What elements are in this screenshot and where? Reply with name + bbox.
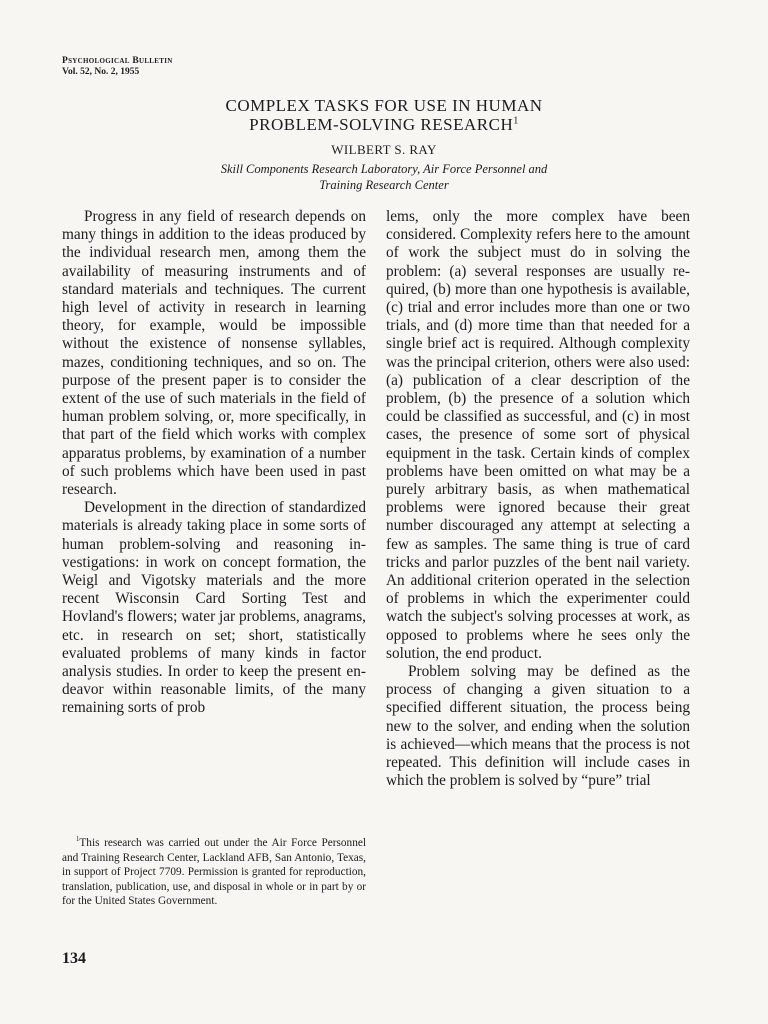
title-line-2 — [0, 115, 768, 134]
footnote — [62, 836, 366, 909]
volume-info: Vol. 52, No. 2, 1955 — [62, 67, 140, 77]
footnote-mark: 1 — [76, 836, 80, 844]
paragraph-development: Development in the direction of standardized materials is already taking place in some sorts of human problem-solving and reasoning investigations: in work on concept formation, the Weigl and Vigotsky materials and the more recent Wisconsin Card Sorting Test and Hovland's flowers; water jar problems, anagrams, etc. in research on set; short, statistically evaluated problems of many kinds in factor analysis studies. In order to keep the present endeavor within reasonable limits, of the many remaining sorts of prob — [62, 499, 366, 717]
journal-name: Psychological Bulletin — [62, 56, 173, 66]
footnote-text: This research was carried out under the Air Force Personnel and Training Research Center, Lackland AFB, San Antonio, Texas, in support of Project 7709. Permission is granted for reproduction, translation, publication, use, and disposal in whole or in part by or for the United States Government. — [62, 837, 366, 907]
title-footnote-mark: 1 — [513, 115, 519, 127]
page-number: 134 — [62, 950, 86, 967]
title-line-1: COMPLEX TASKS FOR USE IN HUMAN — [225, 96, 543, 115]
footnote-paragraph — [62, 836, 366, 909]
right-column — [386, 208, 690, 791]
paragraph-definition: Problem solving may be defined as the process of changing a given situation to a specified different situation, the process being new to the solver, and ending when the solution is achieved—which means that the process is not repeated. This definition will include cases in which the problem is solved by “pure” trial — [386, 663, 690, 790]
journal-header — [62, 56, 173, 78]
left-column — [62, 208, 366, 718]
author-affiliation — [0, 161, 768, 193]
affiliation-line-1: Skill Components Research Laboratory, Air Force Personnel and — [220, 162, 548, 176]
affiliation-line-2: Training Research Center — [319, 178, 449, 192]
author-name: WILBERT S. RAY — [331, 142, 437, 157]
article-title — [0, 96, 768, 134]
paragraph-progress: Progress in any field of research depends on many things in addition to the ideas produced by the individual research men, among them the availability of measuring instruments and of standard materials and techniques. The current high level of activity in research in learning theory, for example, would be impossible without the existence of nonsense syllables, mazes, conditioning techniques, and so on. The purpose of the present paper is to consider the extent of the use of such materials in the field of human problem solving, or, more specifically, in that part of the field which works with complex apparatus problems, by examination of a number of such problems which have been used in past research. — [62, 208, 366, 499]
title-line-2-text: PROBLEM-SOLVING RESEARCH — [249, 115, 514, 134]
paragraph-complexity: lems, only the more complex have been considered. Complexity refers here to the amount of work the subject must do in solving the problem: (a) several responses are usually required, (b) more than one hypothesis is available, (c) trial and error includes more than one or two trials, and (d) more time than that needed for a single brief act is required. Although complexity was the principal criterion, others were also used: (a) publication of a clear description of the problem, (b) the presence of a solution which could be classified as successful, and (c) in most cases, the presence of some sort of physical equipment in the task. Certain kinds of complex problems have been omitted on what may be a purely arbitrary basis, as when mathematical problems were ignored because their great number discouraged any attempt at selecting a few as samples. The same thing is true of card tricks and parlor puzzles of the bent nail variety. An additional criterion operated in the selection of problems in which the experimenter could watch the subject's solving processes at work, as opposed to problems where he sees only the solution, the end product. — [386, 208, 690, 662]
